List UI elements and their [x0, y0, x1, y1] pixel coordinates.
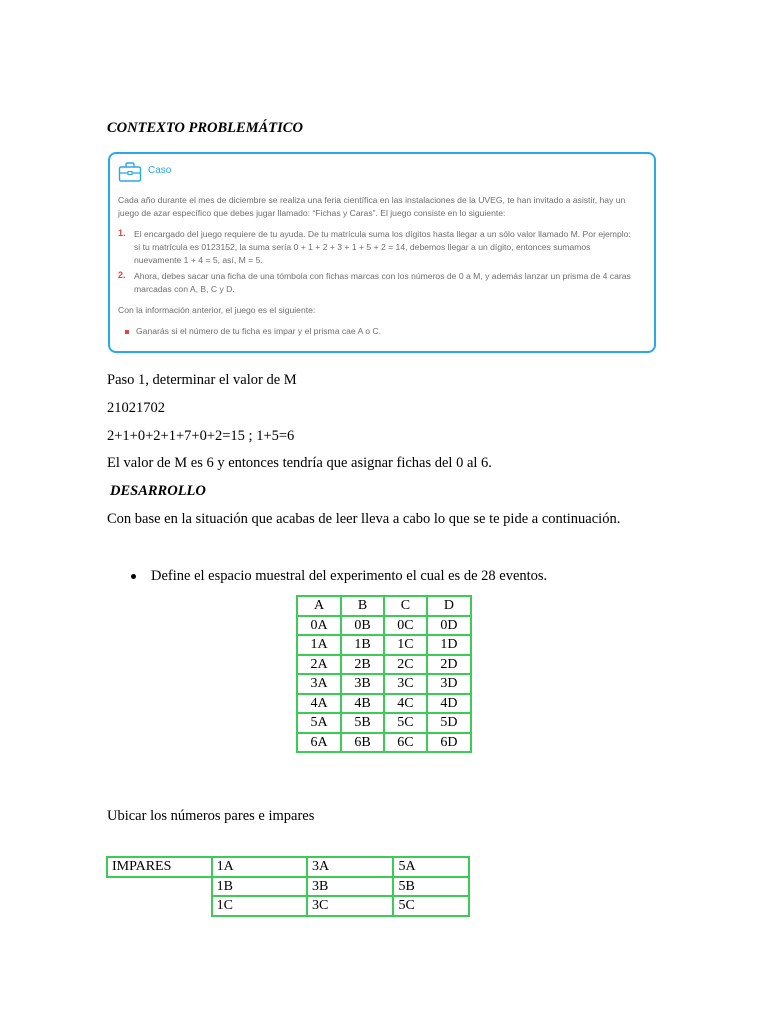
table-cell: 3A [307, 857, 393, 877]
table-cell: 0D [427, 616, 471, 636]
table-row [297, 655, 471, 675]
table-cell: 4C [384, 694, 427, 714]
paso-text: Paso 1, determinar el valor de M [107, 372, 297, 388]
table-cell: 3C [307, 896, 393, 916]
bullet-text: Define el espacio muestral del experimento el cual es de 28 eventos. [151, 568, 548, 584]
sample-space-table [296, 595, 472, 753]
table-cell: 0C [384, 616, 427, 636]
caso-item-1-line-3: nuevamente 1 + 4 = 5, así, M = 5. [134, 255, 263, 265]
table-cell: 2D [427, 655, 471, 675]
table-cell: 2A [297, 655, 341, 675]
heading-desarrollo: DESARROLLO [110, 483, 206, 499]
caso-rule: Ganarás si el número de tu ficha es impar y el prisma cae A o C. [136, 326, 382, 336]
caso-item-2-line-2: marcadas con A, B, C y D. [134, 284, 235, 294]
table-cell: 4A [297, 694, 341, 714]
caso-item-2-line-1: Ahora, debes sacar una ficha de una tómbola con fichas marcas con los números de 0 a M, y además lanzar un prisma de 4 caras [134, 271, 631, 281]
table-cell: 2C [384, 655, 427, 675]
table-cell: 0A [297, 616, 341, 636]
table-cell-empty [107, 877, 212, 897]
suma-text: 2+1+0+2+1+7+0+2=15 ; 1+5=6 [107, 428, 295, 444]
caso-item-2-number: 2. [118, 270, 126, 280]
table-cell: 6C [384, 733, 427, 753]
caso-item-1-line-1: El encargado del juego requiere de tu ayuda. De tu matrícula suma los dígitos hasta llegar a un sólo valor llamado M. Por ejemplo: [134, 229, 631, 239]
table-row [107, 857, 469, 877]
caso-intro-line-2: juego de azar específico que debes jugar llamado: “Fichas y Caras”. El juego consiste en lo siguiente: [118, 208, 506, 218]
table-cell: 3B [307, 877, 393, 897]
table-cell: 1D [427, 635, 471, 655]
bullet-dot [131, 574, 136, 579]
table-header-cell: B [341, 596, 384, 616]
table-cell: 0B [341, 616, 384, 636]
impares-table [106, 856, 470, 917]
table-cell: 1B [212, 877, 307, 897]
valor-m-text: El valor de M es 6 y entonces tendría que asignar fichas del 0 al 6. [107, 455, 492, 471]
table-cell: 4B [341, 694, 384, 714]
table-header-cell: D [427, 596, 471, 616]
table-row [297, 694, 471, 714]
table-cell: 1A [297, 635, 341, 655]
table-cell: 5B [341, 713, 384, 733]
impares-label: IMPARES [107, 857, 212, 877]
caso-info: Con la información anterior, el juego es el siguiente: [118, 305, 316, 315]
table-row [297, 733, 471, 753]
caso-intro-line-1: Cada año durante el mes de diciembre se realiza una feria científica en las instalaciones de la UVEG, te han invitado a asistir, hay un [118, 195, 626, 205]
caso-title: Caso [148, 165, 172, 176]
briefcase-icon [118, 161, 142, 183]
table-cell: 6B [341, 733, 384, 753]
table-cell: 6D [427, 733, 471, 753]
ubicar-text: Ubicar los números pares e impares [107, 808, 315, 824]
table-cell: 1C [212, 896, 307, 916]
table-cell: 3C [384, 674, 427, 694]
table-row [107, 877, 469, 897]
table-cell: 5C [393, 896, 469, 916]
caso-rule-bullet [125, 330, 129, 334]
table-cell: 1B [341, 635, 384, 655]
instruccion-text: Con base en la situación que acabas de leer lleva a cabo lo que se te pide a continuación. [107, 511, 621, 527]
table-cell-empty [107, 896, 212, 916]
table-row [107, 896, 469, 916]
heading-contexto: CONTEXTO PROBLEMÁTICO [107, 120, 303, 136]
matricula-text: 21021702 [107, 400, 165, 416]
caso-item-1-line-2: si tu matrícula es 0123152, la suma sería 0 + 1 + 2 + 3 + 1 + 5 + 2 = 14, debemos llegar a un dígito, entonces sumamos [134, 242, 591, 252]
table-cell: 1A [212, 857, 307, 877]
table-cell: 3A [297, 674, 341, 694]
table-cell: 3B [341, 674, 384, 694]
table-row [297, 674, 471, 694]
table-cell: 5B [393, 877, 469, 897]
table-row [297, 635, 471, 655]
caso-box [108, 152, 656, 353]
table-cell: 5A [297, 713, 341, 733]
table-cell: 2B [341, 655, 384, 675]
table-cell: 4D [427, 694, 471, 714]
table-header-row [297, 596, 471, 616]
table-cell: 5A [393, 857, 469, 877]
table-cell: 3D [427, 674, 471, 694]
table-row [297, 616, 471, 636]
table-header-cell: A [297, 596, 341, 616]
table-cell: 6A [297, 733, 341, 753]
table-cell: 5C [384, 713, 427, 733]
table-header-cell: C [384, 596, 427, 616]
caso-item-1-number: 1. [118, 228, 126, 238]
table-cell: 1C [384, 635, 427, 655]
table-row [297, 713, 471, 733]
table-cell: 5D [427, 713, 471, 733]
